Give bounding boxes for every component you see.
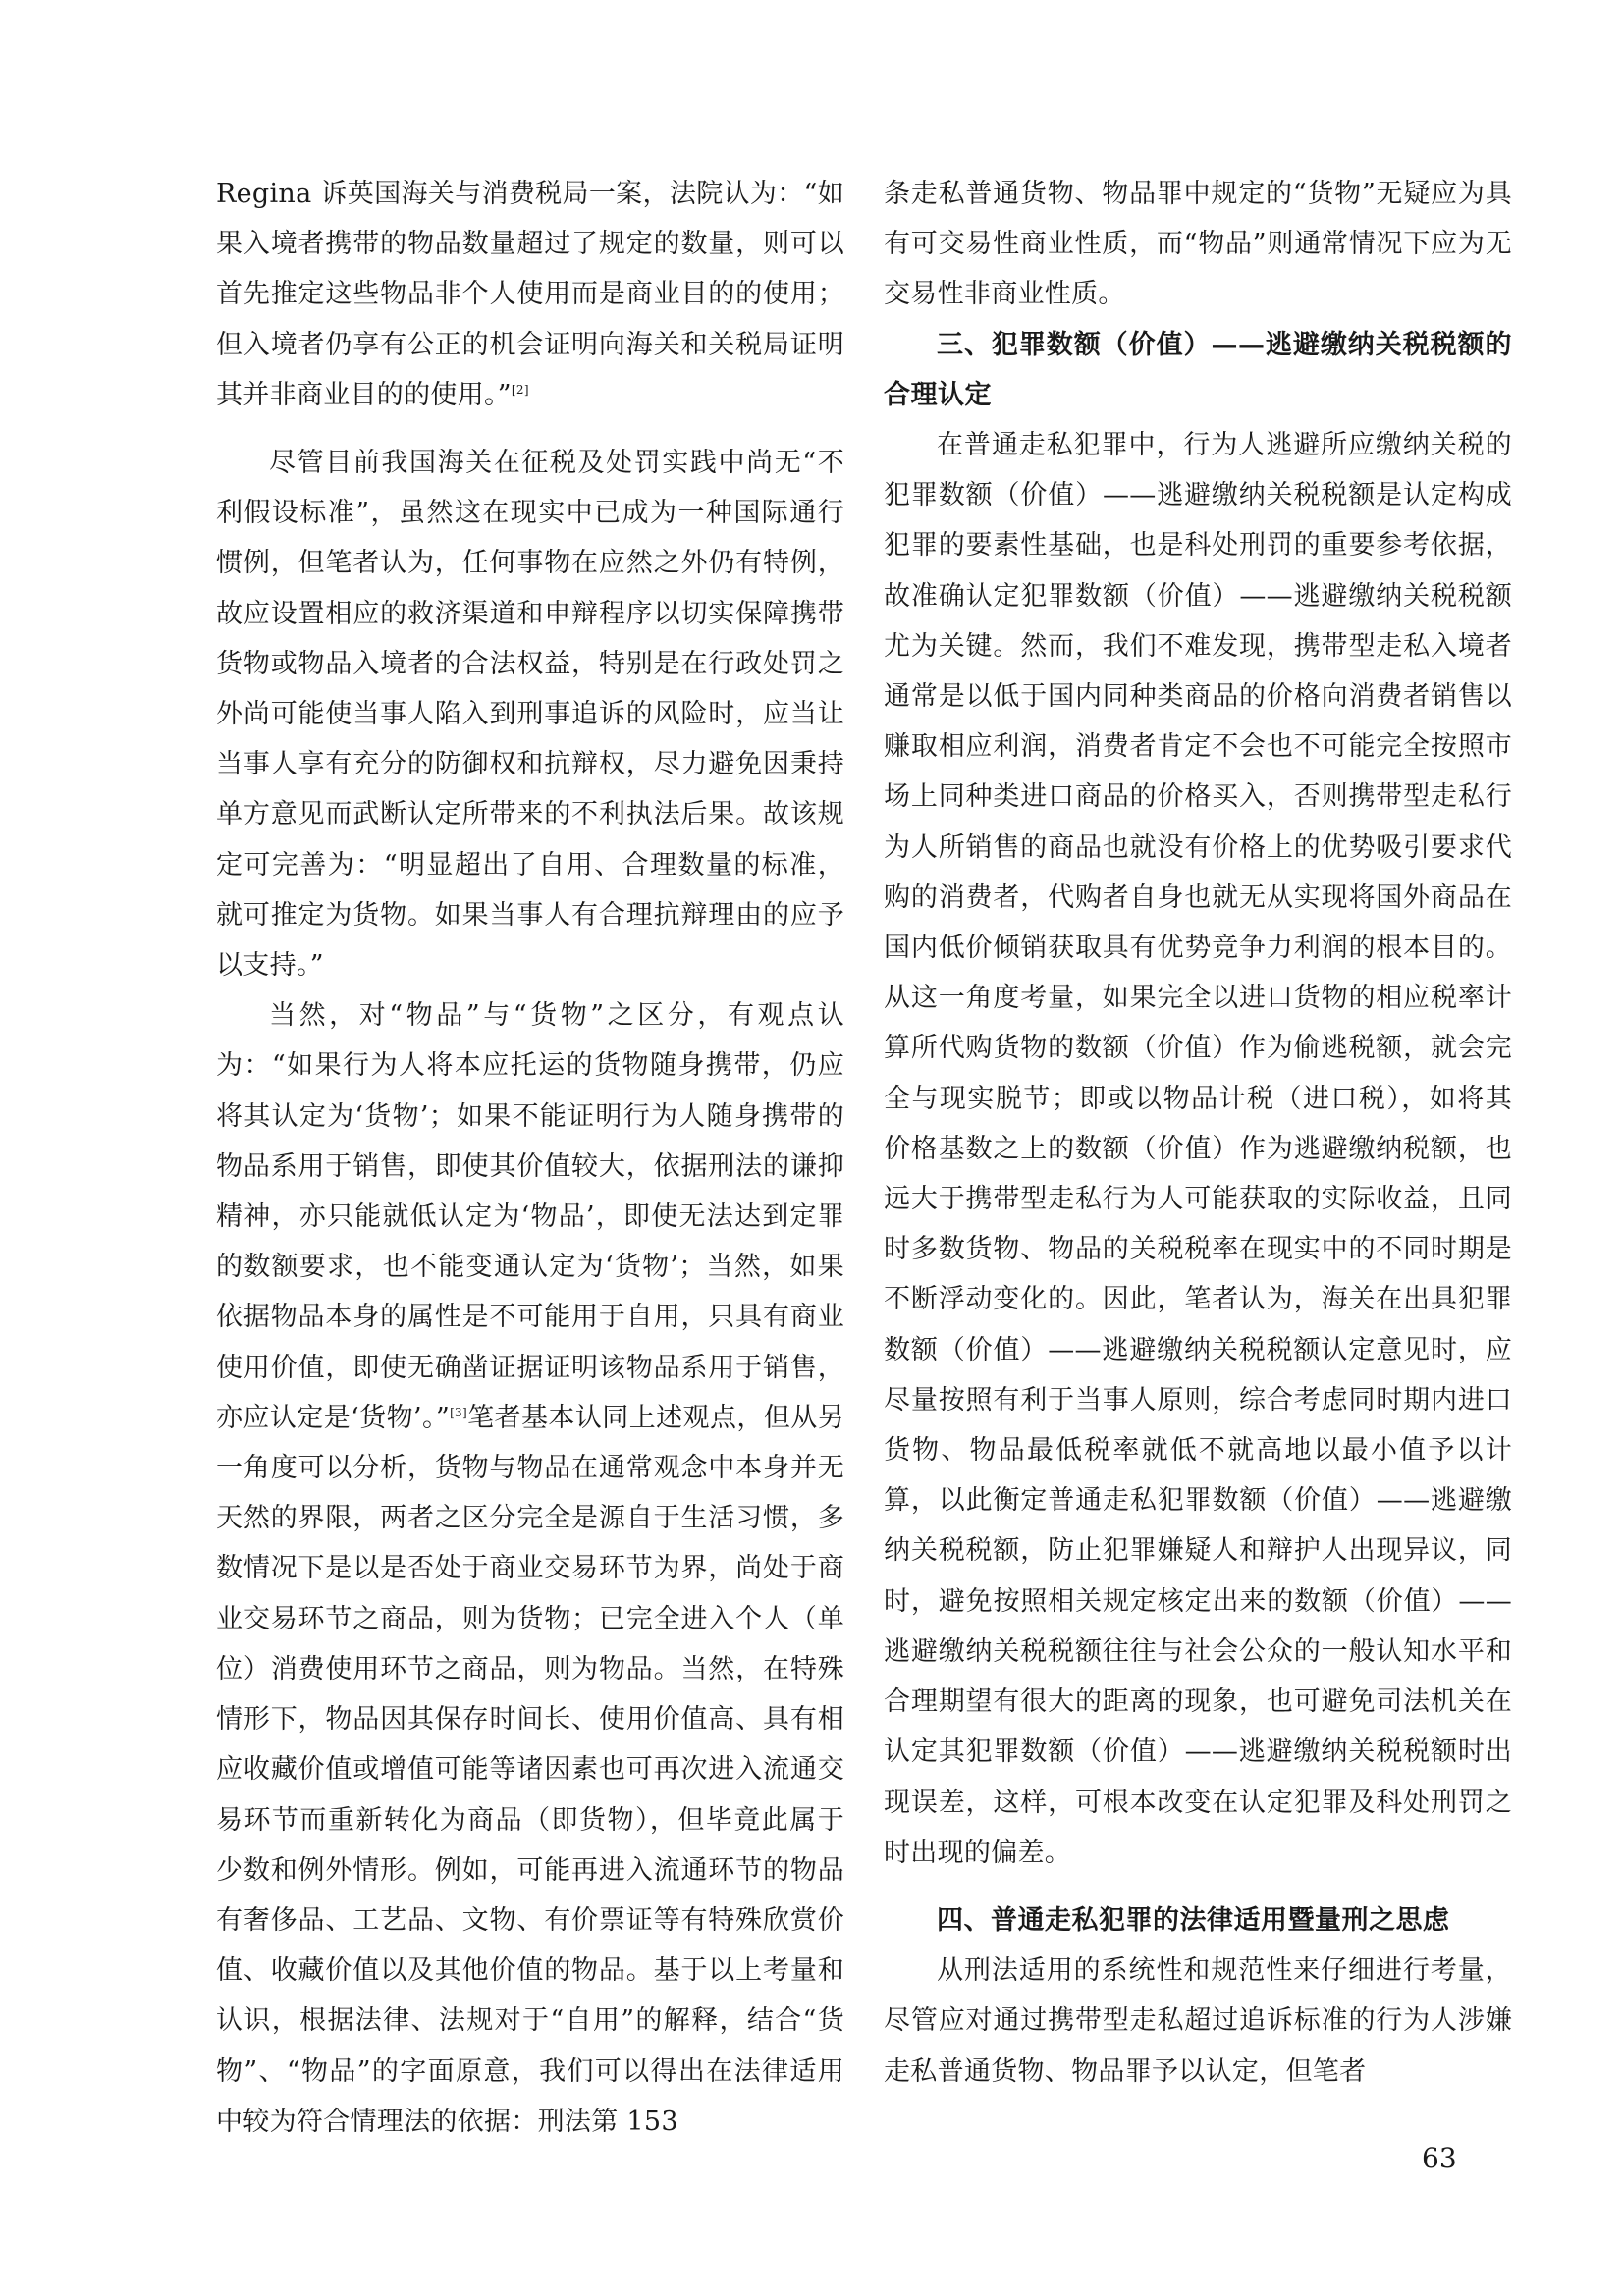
paragraph-crime-amount: 在普通走私犯罪中，行为人逃避所应缴纳关税的犯罪数额（价值）——逃避缴纳关税税额是认定构成犯罪的要素性基础，也是科处刑罚的重要参考依据，故准确认定犯罪数额（价值）——逃避缴纳关税税额尤为关键。然而，我们不难发现，携带型走私入境者通常是以低于国内同种类商品的价格向消费者销售以赚取相应利润，消费者肯定不会也不可能完全按照市场上同种类进口商品的价格买入，否则携带型走私行为人所销售的商品也就没有价格上的优势吸引要求代购的消费者，代购者自身也就无从实现将国外商品在国内低价倾销获取具有优势竞争力利润的根本目的。从这一角度考量，如果完全以进口货物的相应税率计算所代购货物的数额（价值）作为偷逃税额，就会完全与现实脱节；即或以物品计税（进口税），如将其价格基数之上的数额（价值）作为逃避缴纳税额，也远大于携带型走私行为人可能获取的实际收益，且同时多数货物、物品的关税税率在现实中的不同时期是不断浮动变化的。因此，笔者认为，海关在出具犯罪数额（价值）——逃避缴纳关税税额认定意见时，应尽量按照有利于当事人原则，综合考虑同时期内进口货物、物品最低税率就低不就高地以最小值予以计算，以此衡定普通走私犯罪数额（价值）——逃避缴纳关税税额，防止犯罪嫌疑人和辩护人出现异议，同时，避免按照相关规定核定出来的数额（价值）——逃避缴纳关税税额往往与社会公众的一般认知水平和合理期望有很大的距离的现象，也可避免司法机关在认定其犯罪数额（价值）——逃避缴纳关税税额时出现误差，这样，可根本改变在认定犯罪及科处刑罚之时出现的偏差。 bbox=[884, 430, 1512, 1868]
paragraph-text-continued: 笔者基本认同上述观点，但从另一角度可以分析，货物与物品在通常观念中本身并无天然的界限，两者之区分完全是源自于生活习惯，多数情况下是以是否处于商业交易环节为界，尚处于商业交易环节之商品，则为货物；已完全进入个人（单位）消费使用环节之商品，则为物品。当然，在特殊情形下，物品因其保存时间长、使用价值高、具有相应收藏价值或增值可能等诸因素也可再次进入流通交易环节而重新转化为商品（即货物），但毕竟此属于少数和例外情形。例如，可能再进入流通环节的物品有奢侈品、工艺品、文物、有价票证等有特殊欣赏价值、收藏价值以及其他价值的物品。基于以上考量和认识，根据法律、法规对于“自用”的解释，结合“货物”、“物品”的字面原意，我们可以得出在法律适用中较为符合情理法的依据：刑法第 153 bbox=[216, 1402, 844, 2137]
paragraph-text: 当然，对“物品”与“货物”之区分，有观点认为：“如果行为人将本应托运的货物随身携带，仍应将其认定为‘货物’；如果不能证明行为人随身携带的物品系用于销售，即使其价值较大，依据刑法的谦抑精神，亦只能就低认定为‘物品’，即使无法达到定罪的数额要求，也不能变通认定为‘货物’；当然，如果依据物品本身的属性是不可能用于自用，只具有商业使用价值，即使无确凿证据证明该物品系用于销售，亦应认定是‘货物’。” bbox=[216, 1000, 844, 1433]
right-column bbox=[884, 169, 1512, 2097]
page-number: 63 bbox=[1422, 2142, 1457, 2174]
paragraph-law-application: 从刑法适用的系统性和规范性来仔细进行考量，尽管应对通过携带型走私超过追诉标准的行为人涉嫌走私普通货物、物品罪予以认定，但笔者 bbox=[884, 1955, 1512, 2087]
paragraph-text: Regina 诉英国海关与消费税局一案，法院认为：“如果入境者携带的物品数量超过了规定的数量，则可以首先推定这些物品非个人使用而是商业目的的使用；但入境者仍享有公正的机会证明向海关和关税局证明其并非商业目的的使用。” bbox=[216, 179, 844, 410]
section-heading-4: 四、普通走私犯罪的法律适用暨量刑之思虑 bbox=[937, 1904, 1450, 1936]
left-column bbox=[216, 169, 844, 2147]
paragraph-adverse-presumption: 尽管目前我国海关在征税及处罚实践中尚无“不利假设标准”，虽然这在现实中已成为一种国际通行惯例，但笔者认为，任何事物在应然之外仍有特例，故应设置相应的救济渠道和申辩程序以切实保障携带货物或物品入境者的合法权益，特别是在行政处罚之外尚可能使当事人陷入到刑事追诉的风险时，应当让当事人享有充分的防御权和抗辩权，尽力避免因秉持单方意见而武断认定所带来的不利执法后果。故该规定可完善为：“明显超出了自用、合理数量的标准，就可推定为货物。如果当事人有合理抗辩理由的应予以支持。” bbox=[216, 448, 844, 982]
paragraph-goods-vs-articles bbox=[216, 990, 844, 2147]
citation-marker: [2] bbox=[511, 382, 529, 397]
paragraph-continuation: 条走私普通货物、物品罪中规定的“货物”无疑应为具有可交易性商业性质，而“物品”则通常情况下应为无交易性非商业性质。 bbox=[884, 179, 1512, 310]
paragraph-regina-case bbox=[216, 169, 844, 420]
citation-marker: [3] bbox=[450, 1405, 467, 1419]
section-heading-3: 三、犯罪数额（价值）——逃避缴纳关税税额的合理认定 bbox=[884, 329, 1512, 410]
